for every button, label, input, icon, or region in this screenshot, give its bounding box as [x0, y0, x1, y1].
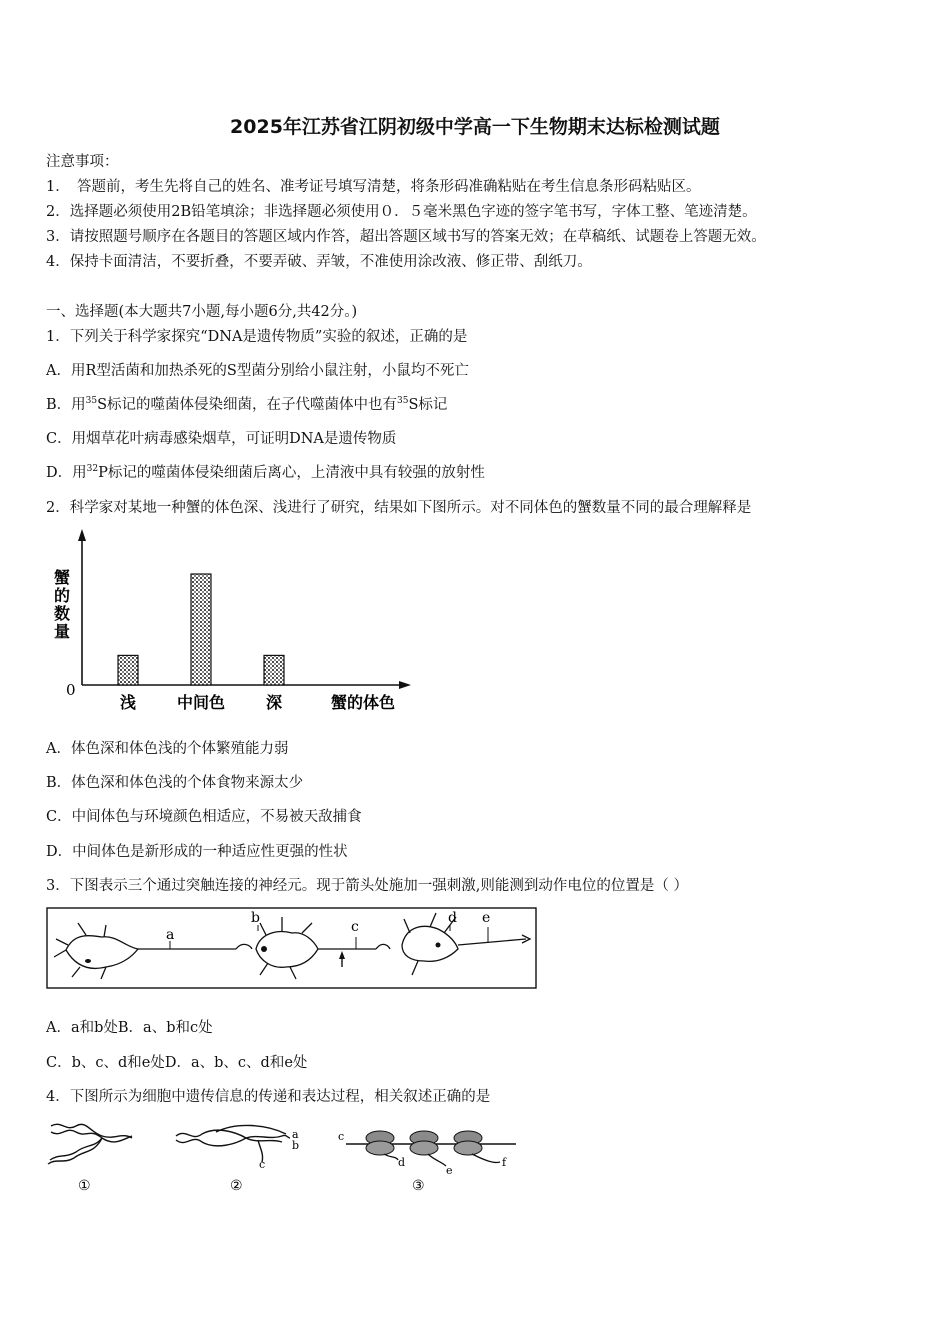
q1-d-sup: 32	[86, 464, 99, 475]
category-label-1: 浅	[119, 693, 137, 712]
q1-option-c: C．用烟草花叶病毒感染烟草，可证明DNA是遗传物质	[46, 431, 397, 447]
point-label-b: b	[251, 910, 260, 926]
point-label-a: a	[166, 927, 175, 943]
q1-option-b	[46, 396, 447, 414]
fig2-label-b: b	[292, 1139, 300, 1152]
q2-option-a: A．体色深和体色浅的个体繁殖能力弱	[46, 741, 289, 757]
q2-stem: 2．科学家对某地一种蟹的体色深、浅进行了研究，结果如下图所示。对不同体色的蟹数量不同的最合理解释是	[46, 500, 752, 516]
q1-option-a: A．用R型活菌和加热杀死的S型菌分别给小鼠注射，小鼠均不死亡	[46, 363, 469, 379]
fig3-label-f: f	[502, 1156, 507, 1169]
fig-number-2: ②	[230, 1178, 243, 1194]
notice-heading: 注意事项：	[46, 154, 119, 170]
page-title: 2025年江苏省江阴初级中学高一下生物期末达标检测试题	[230, 116, 720, 138]
ribosome-2	[410, 1131, 438, 1155]
x-axis-label: 蟹的体色	[331, 693, 396, 712]
fig-number-3: ③	[412, 1178, 425, 1194]
q1-b-post: S标记	[408, 397, 448, 413]
point-label-c: c	[351, 919, 359, 935]
q1-d-pre: D．用	[46, 465, 87, 481]
q1-b-pre: B．用	[46, 397, 86, 413]
q1-stem: 1．下列关于科学家探究“DNA是遗传物质”实验的叙述，正确的是	[46, 329, 468, 345]
notice-item-3: 3．请按照题号顺序在各题目的答题区域内作答，超出答题区域书写的答案无效；在草稿纸、试题卷上答题无效。	[46, 229, 766, 245]
q1-option-d	[46, 464, 485, 482]
q3-stem: 3．下图表示三个通过突触连接的神经元。现于箭头处施加一强刺激,则能测到动作电位的位置是（ ）	[46, 878, 688, 894]
q3-options-cd: C．b、c、d和e处D．a、b、c、d和e处	[46, 1055, 308, 1071]
fig3-label-e: e	[446, 1164, 453, 1177]
point-label-e: e	[482, 910, 491, 926]
q4-stem: 4．下图所示为细胞中遗传信息的传递和表达过程，相关叙述正确的是	[46, 1089, 491, 1105]
fig3-label-c: c	[338, 1130, 345, 1143]
y-axis-label: 蟹的数量	[54, 568, 71, 641]
point-label-d: d	[448, 910, 457, 926]
fig3-label-d: d	[398, 1156, 406, 1169]
fig1-dna-replication	[48, 1124, 132, 1164]
section-heading: 一、选择题(本大题共7小题,每小题6分,共42分。)	[46, 304, 358, 320]
nucleus-2	[261, 946, 267, 952]
crab-bar-chart	[48, 525, 428, 720]
bar-2	[191, 574, 211, 685]
ribosome-1	[366, 1131, 394, 1155]
q2-option-d: D．中间体色是新形成的一种适应性更强的性状	[46, 844, 348, 860]
notice-item-2: 2．选择题必须使用2B铅笔填涂；非选择题必须使用０．５毫米黑色字迹的签字笔书写，字体工整、笔迹清楚。	[46, 204, 757, 220]
nucleus-1	[85, 959, 91, 963]
q1-b-mid: S标记的噬菌体侵染细菌，在子代噬菌体中也有	[97, 397, 398, 413]
q1-b-sup2: 35	[397, 396, 409, 407]
x-axis-arrow	[399, 681, 411, 689]
q2-option-c: C．中间体色与环境颜色相适应，不易被天敌捕食	[46, 809, 362, 825]
q2-option-b: B．体色深和体色浅的个体食物来源太少	[46, 775, 304, 791]
y-axis-arrow	[78, 529, 86, 541]
bar-1	[118, 655, 138, 685]
q1-d-post: P标记的噬菌体侵染细菌后离心，上清液中具有较强的放射性	[98, 465, 485, 481]
fig-number-1: ①	[78, 1178, 91, 1194]
fig2-label-c: c	[259, 1158, 266, 1171]
bar-3	[264, 655, 284, 685]
notice-item-4: 4．保持卡面清洁，不要折叠，不要弄破、弄皱，不准使用涂改液、修正带、刮纸刀。	[46, 254, 592, 270]
gene-expression-diagram	[46, 1118, 526, 1198]
origin-label: 0	[66, 681, 76, 699]
fig3-translation	[346, 1131, 516, 1166]
fig2-label-a: a	[292, 1128, 299, 1141]
neuron-frame	[47, 908, 536, 988]
notice-item-1: 1． 答题前，考生先将自己的姓名、准考证号填写清楚，将条形码准确粘贴在考生信息条形码粘贴区。	[46, 179, 701, 195]
ribosome-3	[454, 1131, 482, 1155]
category-label-2: 中间色	[176, 693, 226, 712]
q3-options-ab: A．a和b处B．a、b和c处	[46, 1020, 213, 1036]
category-label-3: 深	[265, 693, 283, 712]
neuron-diagram	[46, 905, 538, 991]
nucleus-3	[436, 943, 441, 948]
fig2-transcription	[176, 1125, 290, 1162]
q1-b-sup1: 35	[85, 396, 98, 407]
